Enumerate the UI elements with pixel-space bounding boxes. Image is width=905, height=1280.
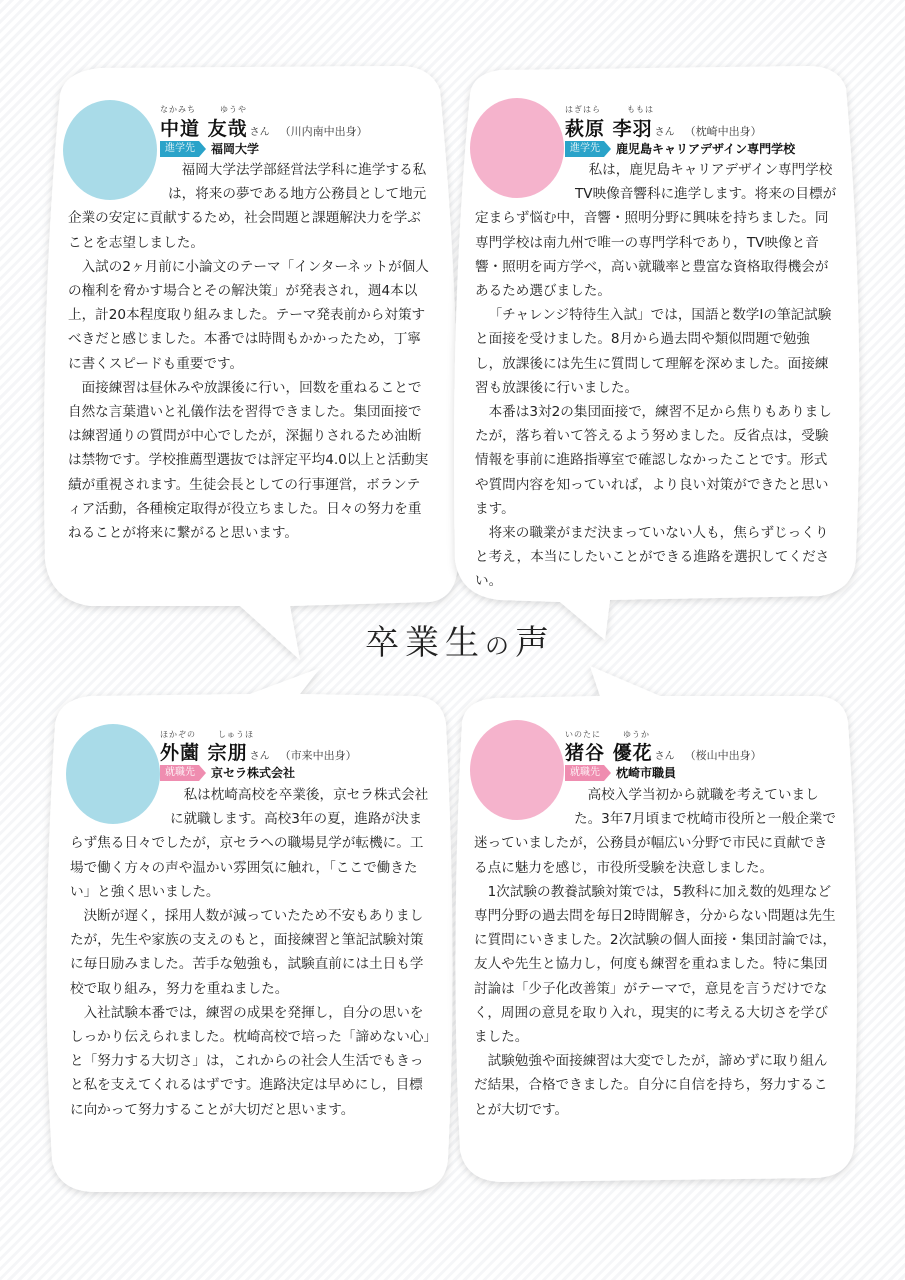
paragraph: 私は，鹿児島キャリアデザイン専門学校TV映像音響科に進学します。将来の目標が定まらず悩む中，音響・照明分野に興味を持ちました。同専門学校は南九州で唯一の専門学科であり，TV映像と音響・照明を両方学べ，高い就職率と豊富な資格取得機会があるため選びました。 xyxy=(475,162,837,300)
paragraph: 入社試験本番では，練習の成果を発揮し，自分の思いをしっかり伝えられました。枕崎高校で培った「諦めない心」と「努力する大切さ」は，これからの社会人生活でもきっと私を支えてくれるはずです。進路決定は早めにし，目標に向かって努力することが大切だと思います。 xyxy=(70,1004,431,1118)
page-title: 卒業生の声 xyxy=(365,623,555,663)
card-body xyxy=(474,783,838,1122)
destination-tag: 進学先 xyxy=(160,141,199,157)
person-name: 外薗 宗朋 さん （市来中出身） xyxy=(160,742,357,764)
tag-arrow-icon xyxy=(199,765,206,781)
destination-tag: 就職先 xyxy=(565,765,604,781)
paragraph: 「チャレンジ特待生入試」では，国語と数学Ⅰの筆記試験と面接を受けました。8月から過去問や類似問題で勉強し，放課後には先生に質問して理解を深めました。面接練習も放課後に行いました。 xyxy=(475,307,832,396)
name-ruby: なかみち ゆうや xyxy=(160,105,247,114)
card-body xyxy=(475,158,837,594)
tag-arrow-icon xyxy=(199,141,206,157)
paragraph: 将来の職業がまだ決まっていない人も，焦らずじっくりと考え，本当にしたいことができる進路を選択してください。 xyxy=(475,525,830,590)
tag-arrow-icon xyxy=(604,765,611,781)
destination xyxy=(160,764,295,781)
paragraph: 私は枕崎高校を卒業後，京セラ株式会社に就職します。高校3年の夏，進路が決まらず焦る日々でしたが，京セラへの職場見学が転機に。工場で働く方々の声や温かい雰囲気に触れ，「ここで働きたい」と強く思いました。 xyxy=(70,787,429,900)
paragraph: 試験勉強や面接練習は大変でしたが，諦めずに取り組んだ結果，合格できました。自分に自信を持ち，努力することが大切です。 xyxy=(474,1053,828,1118)
paragraph: 本番は3対2の集団面接で，練習不足から焦りもありましたが，落ち着いて答えるよう努めました。反省点は，受験情報を事前に進路指導室で確認しなかったことです。形式や質問内容を知っていれば，より良い対策ができたと思います。 xyxy=(475,404,832,517)
name-ruby: はぎはら ももは xyxy=(565,105,654,114)
name-ruby: ほかぞの しゅうほ xyxy=(160,730,254,739)
paragraph: 面接練習は昼休みや放課後に行い，回数を重ねることで自然な言葉遣いと礼儀作法を習得できました。集団面接では練習通りの質問が中心でしたが，深掘りされるため油断は禁物です。学校推薦型選抜では評定平均4.0以上と活動実績が重視されます。生徒会長としての行事運営，ボランティア活動，各種検定取得が役立ちました。日々の努力を重ねることが将来に繋がると思います。 xyxy=(68,379,429,542)
person-name: 萩原 李羽 さん （枕崎中出身） xyxy=(565,118,762,140)
destination xyxy=(565,764,676,781)
paragraph: 高校入学当初から就職を考えていました。3年7月頃まで枕崎市役所と一般企業で迷っていましたが，公務員が幅広い分野で市民に貢献できる点に魅力を感じ，市役所受験を決意しました。 xyxy=(474,787,836,876)
destination xyxy=(565,140,795,157)
person-name: 猪谷 優花 さん （桜山中出身） xyxy=(565,742,762,764)
destination xyxy=(160,140,259,157)
destination-name: 京セラ株式会社 xyxy=(211,766,296,780)
destination-name: 枕崎市職員 xyxy=(616,766,677,780)
paragraph: 福岡大学法学部経営法学科に進学する私は，将来の夢である地方公務員として地元企業の安定に貢献するため，社会問題と課題解決力を学ぶことを志望しました。 xyxy=(68,162,427,251)
tag-arrow-icon xyxy=(604,141,611,157)
paragraph: 決断が遅く，採用人数が減っていたため不安もありましたが，先生や家族の支えのもと，面接練習と筆記試験対策に毎日励みました。苦手な勉強も，試験直前には土日も学校で取り組み，努力を重ねました。 xyxy=(70,908,424,997)
person-name: 中道 友哉 さん （川内南中出身） xyxy=(160,118,368,140)
card-body xyxy=(70,783,432,1122)
paragraph: 入試の2ヶ月前に小論文のテーマ「インターネットが個人の権利を脅かす場合とその解決策」が発表され，週4本以上，計20本程度取り組みました。テーマ発表前から対策すべきだと感じました。本番では時間もかかったため，丁寧に書くスピードも重要です。 xyxy=(68,258,429,372)
destination-tag: 就職先 xyxy=(160,765,199,781)
paragraph: 1次試験の教養試験対策では，5教科に加え数的処理など専門分野の過去問を毎日2時間解き，分からない問題は先生に質問にいきました。2次試験の個人面接・集団討論では，友人や先生と協力し，何度も練習を重ねました。特に集団討論は「少子化改善策」がテーマで，意見を言うだけでなく，周囲の意見を取り入れ，現実的に考える大切さを学びました。 xyxy=(474,883,837,1046)
destination-name: 鹿児島キャリアデザイン専門学校 xyxy=(616,142,796,156)
name-ruby: いのたに ゆうか xyxy=(565,730,650,739)
destination-name: 福岡大学 xyxy=(211,142,260,156)
card-body xyxy=(68,158,432,545)
destination-tag: 進学先 xyxy=(565,141,604,157)
